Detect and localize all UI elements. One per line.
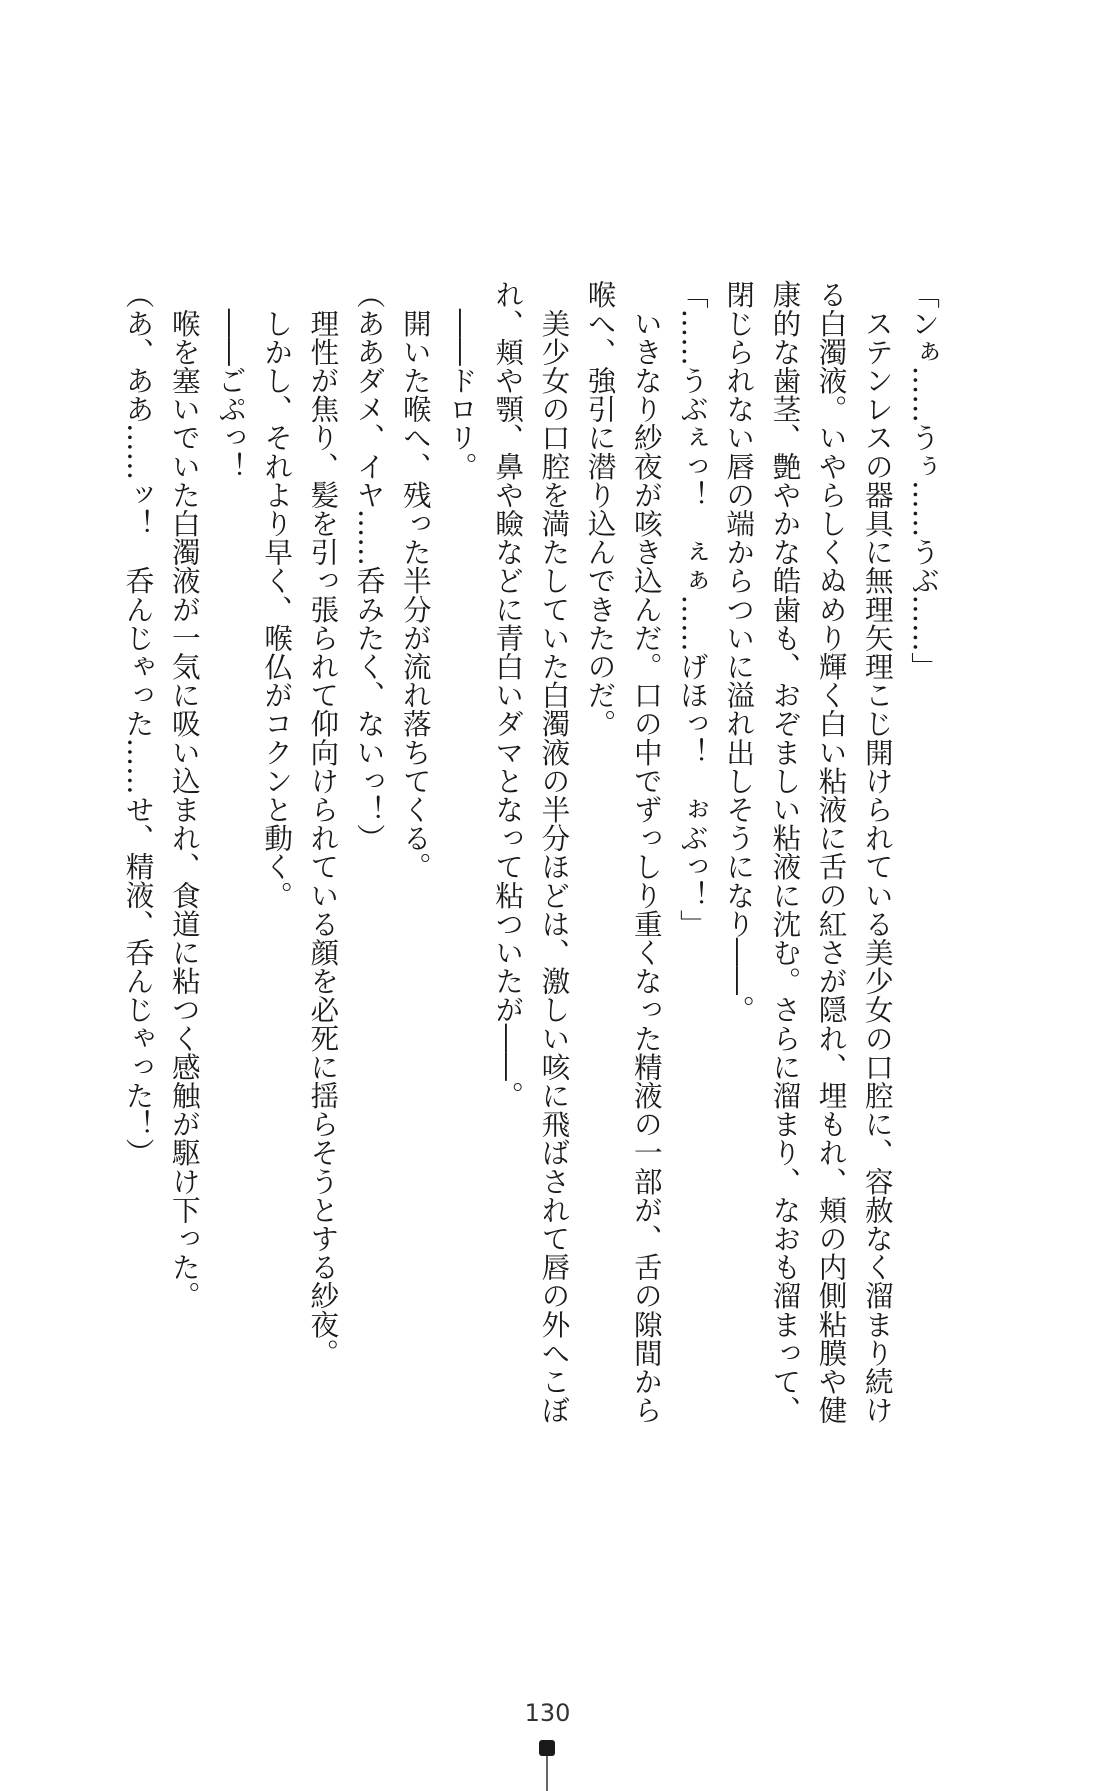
text-line: 理性が焦り、髪を引っ張られて仰向けられている顔を必死に揺らそうとする紗夜。	[306, 280, 341, 1367]
page-ornament-line	[546, 1756, 548, 1791]
text-line: 喉を塞いでいた白濁液が一気に吸い込まれ、食道に粘つく感触が駆け下った。	[167, 280, 202, 1310]
text-line: 「ンぁ……うぅ……うぶ……」	[907, 280, 941, 681]
page-number: 130	[524, 1699, 571, 1727]
page-ornament-dot-icon	[539, 1740, 555, 1756]
text-line: る白濁液。いやらしくぬめり輝く白い粘液に舌の紅さが隠れ、埋もれ、頬の内側粘膜や健	[814, 280, 849, 1424]
text-line: 康的な歯茎、艶やかな皓歯も、おぞましい粘液に沈む。さらに溜まり、なおも溜まって、	[768, 280, 803, 1424]
text-line: 喉へ、強引に潜り込んできたのだ。	[583, 280, 618, 738]
text-line: （ああダメ、イヤ……呑みたく、ないっ！）	[352, 280, 387, 852]
text-line: 「……うぶぇっ！ ぇぁ……げほっ！ ぉぶっ！」	[675, 280, 710, 938]
text-line: ステンレスの器具に無理矢理こじ開けられている美少女の口腔に、容赦なく溜まり続け	[860, 280, 895, 1424]
text-line: しかし、それより早く、喉仏がコクンと動く。	[260, 280, 295, 910]
text-line: れ、頬や顎、鼻や瞼などに青白いダマとなって粘ついたが――。	[491, 280, 526, 1110]
text-line: 開いた喉へ、残った半分が流れ落ちてくる。	[398, 280, 433, 881]
text-line: 美少女の口腔を満たしていた白濁液の半分ほどは、激しい咳に飛ばされて唇の外へこぼ	[537, 280, 572, 1424]
text-line: 閉じられない唇の端からついに溢れ出しそうになり――。	[722, 280, 757, 1024]
vertical-text-block	[115, 280, 947, 1460]
text-line: ――ごぷっ！	[213, 280, 248, 481]
text-line: いきなり紗夜が咳き込んだ。口の中でずっしり重くなった精液の一部が、舌の隙間から	[629, 280, 664, 1424]
text-line: （あ、ああ……ッ！ 呑んじゃった……せ、精液、呑んじゃった！）	[121, 280, 156, 1167]
text-line: ――ドロリ。	[444, 280, 479, 481]
